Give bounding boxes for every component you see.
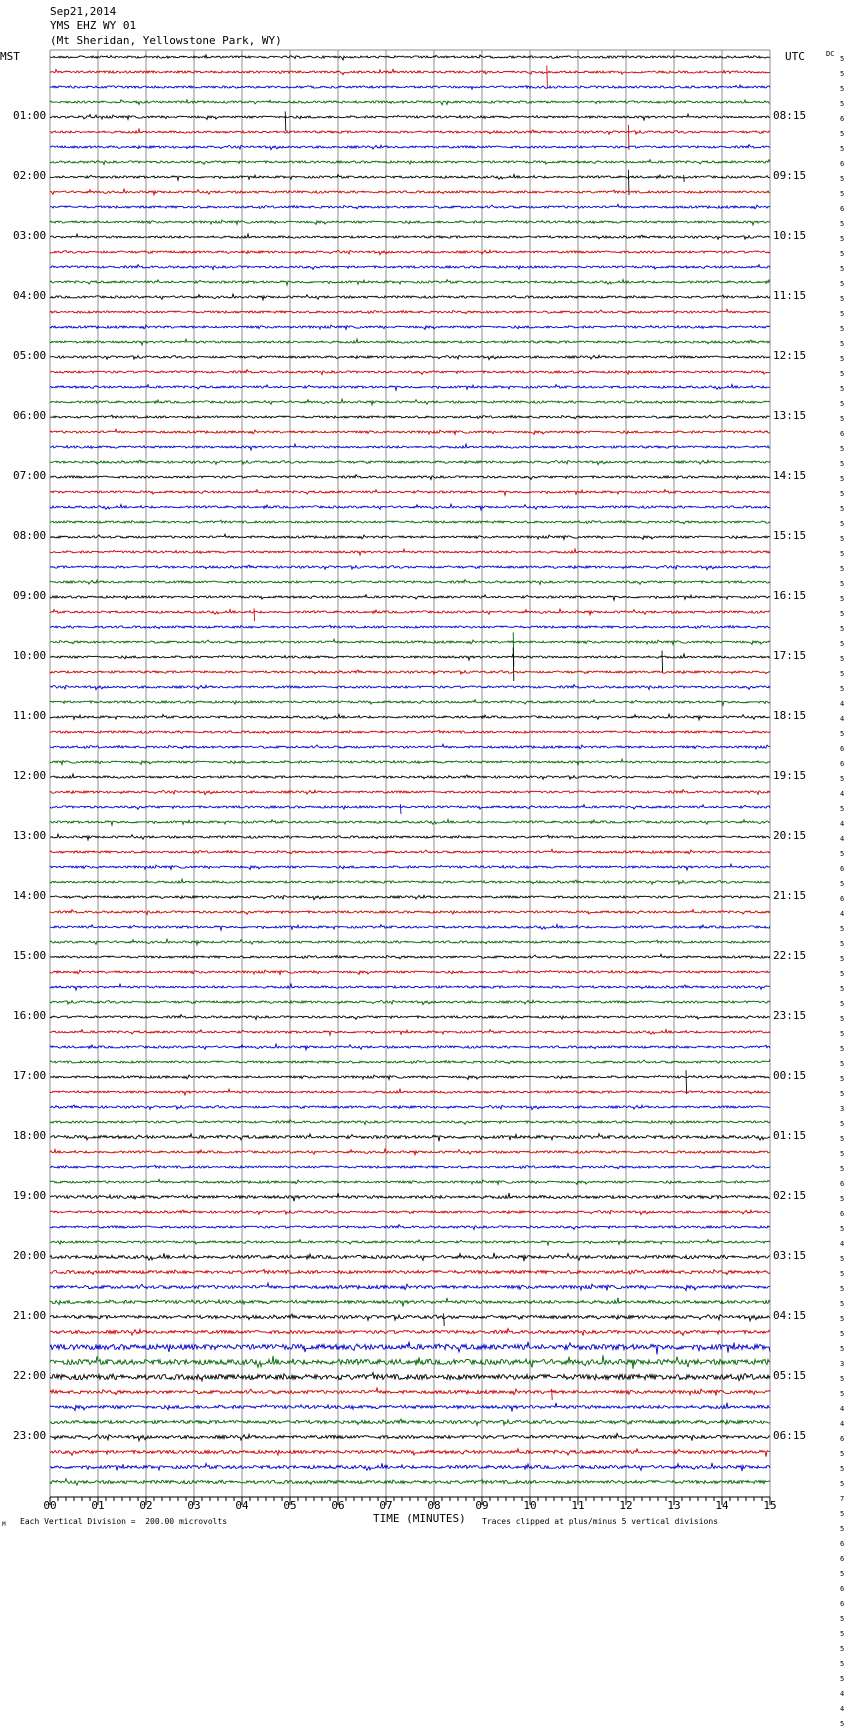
- seismic-trace-74: [50, 1165, 770, 1169]
- dc-offset-value: 5: [840, 655, 845, 663]
- seismic-trace-34: [50, 565, 770, 570]
- dc-offset-value: 7: [840, 1495, 845, 1503]
- dc-offset-value: 5: [840, 1225, 845, 1233]
- seismic-trace-58: [50, 924, 770, 930]
- right-hour-label: 12:15: [773, 349, 807, 362]
- dc-offset-value: 5: [840, 325, 845, 333]
- left-hour-label: 19:00: [13, 1189, 47, 1202]
- dc-offset-value: 6: [840, 865, 845, 873]
- seismic-trace-25: [50, 429, 770, 434]
- seismic-trace-67: [50, 1059, 770, 1064]
- dc-offset-value: 6: [840, 430, 845, 438]
- seismic-trace-3: [50, 100, 770, 105]
- seismic-trace-87: [50, 1355, 770, 1369]
- seismic-trace-35: [50, 580, 770, 585]
- dc-offset-value: 5: [840, 535, 845, 543]
- right-hour-label: 17:15: [773, 649, 807, 662]
- dc-offset-value: 5: [840, 1315, 845, 1323]
- seismic-trace-16: [50, 294, 770, 300]
- seismic-trace-61: [50, 970, 770, 974]
- x-tick-label: 03: [187, 1499, 201, 1512]
- seismic-trace-76: [50, 1193, 770, 1201]
- seismic-trace-56: [50, 895, 770, 899]
- seismic-trace-38: [50, 625, 770, 629]
- left-hour-label: 10:00: [13, 649, 47, 662]
- dc-offset-value: 5: [840, 1525, 845, 1533]
- dc-offset-value: 5: [840, 985, 845, 993]
- seismic-trace-23: [50, 399, 770, 405]
- x-tick-label: 00: [43, 1499, 57, 1512]
- right-hour-label: 09:15: [773, 169, 807, 182]
- seismic-trace-71: [50, 1120, 770, 1125]
- dc-offset-value: 5: [840, 565, 845, 573]
- left-hour-label: 07:00: [13, 469, 47, 482]
- dc-offset-value: 5: [840, 970, 845, 978]
- left-hour-label: 14:00: [13, 889, 47, 902]
- dc-offset-value: 5: [840, 730, 845, 738]
- dc-offset-value: 5: [840, 640, 845, 648]
- seismic-trace-7: [50, 160, 770, 165]
- dc-offset-value: 5: [840, 1390, 845, 1398]
- left-hour-label: 17:00: [13, 1069, 47, 1082]
- seismic-trace-13: [50, 250, 770, 254]
- dc-offset-value: 5: [840, 580, 845, 588]
- dc-offset-header: DC: [826, 50, 835, 58]
- left-hour-label: 23:00: [13, 1429, 47, 1442]
- dc-offset-value: 5: [840, 310, 845, 318]
- dc-offset-value: 5: [840, 925, 845, 933]
- seismic-trace-88: [50, 1373, 770, 1381]
- seismic-trace-91: [50, 1419, 770, 1425]
- x-axis-title: TIME (MINUTES): [373, 1512, 466, 1525]
- right-hour-label: 19:15: [773, 769, 807, 782]
- dc-offset-value: 5: [840, 385, 845, 393]
- x-tick-label: 15: [763, 1499, 777, 1512]
- dc-offset-value: 5: [840, 610, 845, 618]
- left-hour-label: 22:00: [13, 1369, 47, 1382]
- dc-offset-value: 6: [840, 1210, 845, 1218]
- left-hour-label: 11:00: [13, 709, 47, 722]
- dc-offset-value: 5: [840, 955, 845, 963]
- dc-offset-value: 6: [840, 895, 845, 903]
- x-tick-label: 06: [331, 1499, 345, 1512]
- right-hour-label: 01:15: [773, 1129, 807, 1142]
- dc-offset-value: 5: [840, 1075, 845, 1083]
- seismic-trace-93: [50, 1449, 770, 1457]
- seismic-trace-49: [50, 790, 770, 795]
- dc-offset-value: 5: [840, 235, 845, 243]
- seismic-trace-57: [50, 910, 770, 915]
- left-hour-label: 12:00: [13, 769, 47, 782]
- dc-offset-value: 5: [840, 370, 845, 378]
- station-location: (Mt Sheridan, Yellowstone Park, WY): [50, 34, 282, 47]
- x-tick-label: 07: [379, 1499, 393, 1512]
- right-hour-label: 03:15: [773, 1249, 807, 1262]
- clip-note: Traces clipped at plus/minus 5 vertical divisions: [482, 1517, 719, 1526]
- seismic-trace-18: [50, 325, 770, 329]
- right-hour-label: 20:15: [773, 829, 807, 842]
- dc-offset-value: 6: [840, 115, 845, 123]
- seismic-trace-72: [50, 1134, 770, 1142]
- seismic-trace-51: [50, 819, 770, 825]
- dc-offset-value: 6: [840, 745, 845, 753]
- seismic-trace-0: [50, 55, 770, 60]
- dc-offset-value: 5: [840, 340, 845, 348]
- seismic-trace-63: [50, 1000, 770, 1004]
- chart-date: Sep21,2014: [50, 5, 117, 18]
- dc-offset-value: 4: [840, 1240, 845, 1248]
- seismic-trace-11: [50, 220, 770, 225]
- seismic-trace-42: [50, 685, 770, 690]
- dc-offset-value: 5: [840, 1165, 845, 1173]
- seismic-trace-84: [50, 1313, 770, 1326]
- seismic-trace-22: [50, 384, 770, 390]
- seismic-trace-32: [50, 534, 770, 539]
- x-tick-label: 13: [667, 1499, 681, 1512]
- corner-mark: M: [2, 1521, 6, 1528]
- dc-offset-value: 5: [840, 1510, 845, 1518]
- dc-offset-value: 5: [840, 1300, 845, 1308]
- dc-offset-value: 5: [840, 850, 845, 858]
- seismic-trace-68: [50, 1070, 770, 1094]
- seismic-trace-73: [50, 1149, 770, 1155]
- dc-offset-value: 5: [840, 1675, 845, 1683]
- x-tick-label: 04: [235, 1499, 249, 1512]
- dc-offset-value: 5: [840, 595, 845, 603]
- dc-offset-value: 4: [840, 1705, 845, 1713]
- seismic-trace-31: [50, 520, 770, 524]
- dc-offset-value: 5: [840, 190, 845, 198]
- dc-offset-value: 5: [840, 1195, 845, 1203]
- dc-offset-value: 5: [840, 1660, 845, 1668]
- dc-offset-value: 5: [840, 1450, 845, 1458]
- seismic-trace-12: [50, 234, 770, 239]
- seismic-trace-17: [50, 309, 770, 314]
- dc-offset-value: 5: [840, 400, 845, 408]
- station-code: YMS EHZ WY 01: [50, 19, 137, 32]
- seismic-trace-19: [50, 339, 770, 345]
- dc-offset-value: 4: [840, 715, 845, 723]
- x-tick-label: 09: [475, 1499, 489, 1512]
- seismic-trace-52: [50, 834, 770, 840]
- seismic-trace-47: [50, 759, 770, 765]
- dc-offset-value: 5: [840, 250, 845, 258]
- right-hour-label: 10:15: [773, 229, 807, 242]
- dc-offset-value: 5: [840, 280, 845, 288]
- seismic-trace-55: [50, 879, 770, 884]
- x-tick-label: 10: [523, 1499, 537, 1512]
- seismic-trace-60: [50, 954, 770, 959]
- seismic-trace-2: [50, 85, 770, 89]
- dc-offset-value: 5: [840, 1285, 845, 1293]
- dc-offset-value: 5: [840, 1465, 845, 1473]
- right-hour-label: 22:15: [773, 949, 807, 962]
- right-timezone-label: UTC: [785, 50, 805, 63]
- seismic-trace-66: [50, 1044, 770, 1050]
- dc-offset-value: 5: [840, 475, 845, 483]
- left-timezone-label: MST: [0, 50, 20, 63]
- seismic-trace-85: [50, 1328, 770, 1335]
- seismic-trace-48: [50, 774, 770, 779]
- dc-offset-value: 5: [840, 775, 845, 783]
- seismic-trace-92: [50, 1433, 770, 1440]
- left-hour-label: 20:00: [13, 1249, 47, 1262]
- dc-offset-value: 5: [840, 505, 845, 513]
- seismic-trace-6: [50, 145, 770, 150]
- seismic-trace-82: [50, 1283, 770, 1291]
- seismic-trace-44: [50, 714, 770, 720]
- dc-offset-value: 5: [840, 1090, 845, 1098]
- dc-offset-value: 5: [840, 1030, 845, 1038]
- seismic-trace-43: [50, 700, 770, 705]
- seismic-trace-78: [50, 1225, 770, 1230]
- dc-offset-value: 5: [840, 355, 845, 363]
- dc-offset-value: 6: [840, 1540, 845, 1548]
- right-hour-label: 05:15: [773, 1369, 807, 1382]
- dc-offset-value: 5: [840, 1270, 845, 1278]
- dc-offset-value: 5: [840, 940, 845, 948]
- dc-offset-value: 5: [840, 1060, 845, 1068]
- seismic-trace-15: [50, 279, 770, 285]
- dc-offset-value: 5: [840, 1615, 845, 1623]
- dc-offset-value: 5: [840, 460, 845, 468]
- x-tick-label: 01: [91, 1499, 105, 1512]
- right-hour-label: 15:15: [773, 529, 807, 542]
- x-tick-label: 14: [715, 1499, 729, 1512]
- dc-offset-value: 5: [840, 1480, 845, 1488]
- seismic-trace-28: [50, 475, 770, 480]
- x-tick-label: 11: [571, 1499, 585, 1512]
- dc-offset-value: 4: [840, 790, 845, 798]
- scale-note: Each Vertical Division = 200.00 microvolts: [20, 1517, 228, 1526]
- seismic-trace-80: [50, 1253, 770, 1261]
- x-tick-label: 05: [283, 1499, 297, 1512]
- dc-offset-value: 5: [840, 490, 845, 498]
- right-hour-label: 23:15: [773, 1009, 807, 1022]
- seismic-trace-53: [50, 849, 770, 854]
- x-tick-label: 08: [427, 1499, 441, 1512]
- dc-offset-value: 4: [840, 820, 845, 828]
- dc-offset-value: 5: [840, 1120, 845, 1128]
- right-hour-label: 14:15: [773, 469, 807, 482]
- dc-offset-value: 5: [840, 1150, 845, 1158]
- dc-offset-value: 5: [840, 685, 845, 693]
- left-hour-label: 21:00: [13, 1309, 47, 1322]
- dc-offset-value: 5: [840, 1345, 845, 1353]
- seismic-trace-77: [50, 1210, 770, 1215]
- left-hour-label: 18:00: [13, 1129, 47, 1142]
- right-hour-label: 02:15: [773, 1189, 807, 1202]
- dc-offset-value: 5: [840, 145, 845, 153]
- dc-offset-value: 5: [840, 625, 845, 633]
- seismic-trace-37: [50, 608, 770, 621]
- dc-offset-value: 5: [840, 1570, 845, 1578]
- seismic-trace-9: [50, 189, 770, 195]
- seismic-trace-30: [50, 504, 770, 510]
- dc-offset-value: 6: [840, 160, 845, 168]
- dc-offset-value: 5: [840, 70, 845, 78]
- dc-offset-value: 6: [840, 1435, 845, 1443]
- dc-offset-value: 6: [840, 205, 845, 213]
- seismic-trace-45: [50, 730, 770, 734]
- dc-offset-value: 5: [840, 1720, 845, 1728]
- dc-offset-value: 5: [840, 1015, 845, 1023]
- seismic-trace-21: [50, 370, 770, 375]
- dc-offset-value: 6: [840, 760, 845, 768]
- seismic-trace-75: [50, 1179, 770, 1184]
- dc-offset-value: 4: [840, 910, 845, 918]
- dc-offset-value: 5: [840, 1000, 845, 1008]
- dc-offset-value: 4: [840, 1690, 845, 1698]
- left-hour-label: 03:00: [13, 229, 47, 242]
- dc-offset-value: 5: [840, 265, 845, 273]
- right-hour-label: 11:15: [773, 289, 807, 302]
- seismic-trace-64: [50, 1015, 770, 1020]
- dc-offset-value: 5: [840, 130, 845, 138]
- dc-offset-value: 5: [840, 805, 845, 813]
- dc-offset-value: 6: [840, 1555, 845, 1563]
- seismic-trace-89: [50, 1388, 770, 1400]
- dc-offset-value: 5: [840, 1645, 845, 1653]
- right-hour-label: 16:15: [773, 589, 807, 602]
- left-hour-label: 06:00: [13, 409, 47, 422]
- left-hour-label: 13:00: [13, 829, 47, 842]
- dc-offset-value: 5: [840, 520, 845, 528]
- seismic-trace-83: [50, 1298, 770, 1307]
- left-hour-label: 15:00: [13, 949, 47, 962]
- dc-offset-value: 4: [840, 700, 845, 708]
- seismic-trace-46: [50, 744, 770, 749]
- dc-offset-value: 5: [840, 1330, 845, 1338]
- dc-offset-value: 3: [840, 1360, 845, 1368]
- seismic-trace-40: [50, 647, 770, 681]
- seismic-trace-33: [50, 549, 770, 555]
- dc-offset-value: 4: [840, 1420, 845, 1428]
- left-hour-label: 05:00: [13, 349, 47, 362]
- dc-offset-value: 5: [840, 880, 845, 888]
- dc-offset-value: 6: [840, 1600, 845, 1608]
- dc-offset-value: 4: [840, 835, 845, 843]
- seismic-trace-41: [50, 670, 770, 674]
- dc-offset-value: 5: [840, 55, 845, 63]
- dc-offset-value: 5: [840, 670, 845, 678]
- seismic-trace-20: [50, 355, 770, 359]
- left-hour-label: 09:00: [13, 589, 47, 602]
- dc-offset-value: 4: [840, 1405, 845, 1413]
- left-hour-label: 08:00: [13, 529, 47, 542]
- seismic-trace-70: [50, 1105, 770, 1110]
- seismic-trace-36: [50, 595, 770, 600]
- dc-offset-value: 5: [840, 445, 845, 453]
- seismic-trace-29: [50, 490, 770, 496]
- dc-offset-value: 5: [840, 85, 845, 93]
- left-hour-label: 01:00: [13, 109, 47, 122]
- dc-offset-value: 5: [840, 1045, 845, 1053]
- seismic-trace-54: [50, 864, 770, 870]
- right-hour-label: 00:15: [773, 1069, 807, 1082]
- dc-offset-value: 5: [840, 100, 845, 108]
- dc-offset-value: 5: [840, 1375, 845, 1383]
- right-hour-label: 21:15: [773, 889, 807, 902]
- seismic-trace-27: [50, 460, 770, 465]
- seismic-trace-10: [50, 204, 770, 209]
- right-hour-label: 13:15: [773, 409, 807, 422]
- dc-offset-value: 5: [840, 295, 845, 303]
- dc-offset-value: 6: [840, 1180, 845, 1188]
- right-hour-label: 08:15: [773, 109, 807, 122]
- left-hour-label: 16:00: [13, 1009, 47, 1022]
- right-hour-label: 06:15: [773, 1429, 807, 1442]
- right-hour-label: 18:15: [773, 709, 807, 722]
- seismic-trace-90: [50, 1403, 770, 1412]
- dc-offset-value: 5: [840, 550, 845, 558]
- seismic-trace-81: [50, 1269, 770, 1274]
- dc-offset-value: 5: [840, 415, 845, 423]
- dc-offset-value: 5: [840, 1135, 845, 1143]
- seismic-trace-1: [50, 66, 770, 88]
- dc-offset-value: 5: [840, 220, 845, 228]
- seismic-trace-65: [50, 1029, 770, 1035]
- dc-offset-value: 3: [840, 1105, 845, 1113]
- left-hour-label: 02:00: [13, 169, 47, 182]
- dc-offset-value: 5: [840, 1255, 845, 1263]
- seismic-trace-79: [50, 1240, 770, 1246]
- seismic-trace-86: [50, 1342, 770, 1355]
- right-hour-label: 04:15: [773, 1309, 807, 1322]
- left-hour-label: 04:00: [13, 289, 47, 302]
- dc-offset-value: 5: [840, 175, 845, 183]
- seismic-trace-50: [50, 804, 770, 814]
- seismic-trace-4: [50, 111, 770, 131]
- seismic-trace-95: [50, 1479, 770, 1486]
- seismic-trace-59: [50, 939, 770, 945]
- seismic-trace-69: [50, 1089, 770, 1095]
- seismic-trace-14: [50, 265, 770, 270]
- dc-offset-value: 6: [840, 1585, 845, 1593]
- x-tick-label: 02: [139, 1499, 153, 1512]
- seismic-trace-62: [50, 984, 770, 990]
- seismic-trace-26: [50, 444, 770, 450]
- seismic-trace-24: [50, 415, 770, 419]
- seismic-trace-94: [50, 1463, 770, 1471]
- dc-offset-value: 5: [840, 1630, 845, 1638]
- x-tick-label: 12: [619, 1499, 633, 1512]
